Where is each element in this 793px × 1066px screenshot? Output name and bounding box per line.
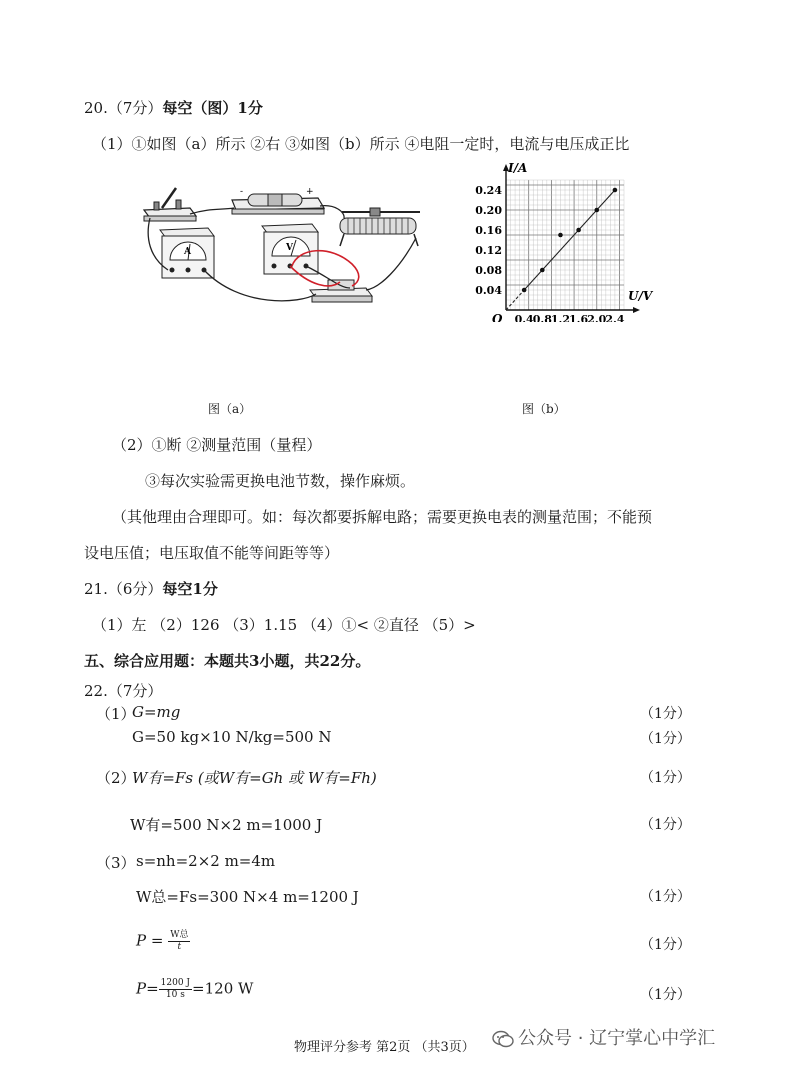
y-tick-label: 0.12 [475,244,502,257]
power-denominator: t [177,942,182,952]
data-point [558,233,563,238]
q22-part3-label: （3） [96,854,136,872]
data-point [522,288,527,293]
resistor [310,280,372,302]
score-6: （1分） [640,937,691,953]
q22-part1-calc: G=50 kg×10 N/kg=500 N [132,728,332,746]
data-point [576,228,581,233]
watermark [492,1024,715,1050]
x-tick-label: 1.2 [550,313,571,322]
q20-note-line1: （其他理由合理即可。如：每次都要拆解电路；需要更换电表的测量范围；不能预 [112,508,653,526]
power-fraction [168,930,190,953]
q22-part1-formula: G=mg [132,703,181,721]
q20-part2: （2）①断 ②测量范围（量程） [112,436,322,454]
q21-heading [84,578,218,599]
switch [144,188,196,221]
voltmeter-label: V [286,243,293,253]
q22-part1-label: （1） [96,705,136,723]
power-lhs: P = [136,931,164,950]
q22-part3-power-formula [136,930,190,953]
q20-part2-reason: ③每次实验需更换电池节数，操作麻烦。 [145,472,416,490]
score-2: （1分） [640,731,691,747]
ammeter [160,228,214,278]
ammeter-label: A [184,247,191,257]
x-axis-arrow [633,307,640,313]
power-numerator: W总 [170,930,189,940]
score-4: （1分） [640,817,691,833]
watermark-text: 公众号 · 辽宁掌心中学汇 [518,1028,716,1049]
origin-label: O [492,312,503,322]
x-tick-label: 1.6 [569,313,589,322]
x-tick-label: 0.4 [514,313,534,322]
power-calc-result: =120 W [192,979,254,998]
power-calc-denominator: 10 s [165,990,185,1000]
svg-text:-: - [240,187,244,197]
wechat-icon [492,1030,514,1048]
score-7: （1分） [640,987,691,1003]
y-axis-label: I/A [508,161,528,175]
q21-number: 21.（6分） [84,580,163,598]
q22-part3-power-calc [136,978,253,1001]
q20-heading [84,97,263,118]
figure-b-graph [462,160,672,322]
data-point [594,208,599,213]
rheostat [340,208,420,246]
y-tick-label: 0.20 [475,204,502,217]
q20-part1: （1）①如图（a）所示 ②右 ③如图（b）所示 ④电阻一定时，电流与电压成正比 [92,135,630,153]
x-tick-label: 0.8 [532,313,552,322]
power-calc-fraction [159,978,192,1001]
q22-heading: 22.（7分） [84,682,163,700]
q20-number: 20.（7分） [84,99,163,117]
battery [232,187,324,214]
q22-part2-label: （2） [96,769,136,787]
q22-part3-distance: s=nh=2×2 m=4m [136,852,276,870]
y-tick-label: 0.08 [475,264,502,277]
q21-answers: （1）左 （2）126 （3）1.15 （4）①< ②直径 （5）> [92,616,476,634]
y-tick-label: 0.04 [475,284,502,297]
q22-part3-total-work: W总=Fs=300 N×4 m=1200 J [136,888,359,906]
page-footer: 物理评分参考 第2页 （共3页） [294,1040,475,1055]
y-tick-label: 0.16 [475,224,502,237]
power-calc-lhs: P= [136,979,159,998]
x-tick-label: 2.0 [587,313,607,322]
q20-scoring: 每空（图）1分 [162,99,263,117]
q22-part2-formula: W有=Fs (或W有=Gh 或 W有=Fh) [132,769,377,787]
q20-note-line2: 设电压值；电压取值不能等间距等等） [84,544,340,562]
q21-scoring: 每空1分 [162,580,218,598]
figure-a-caption: 图（a） [208,402,252,416]
data-point [540,268,545,273]
section-5-heading: 五、综合应用题：本题共3小题，共22分。 [84,652,371,670]
x-tick-label: 2.4 [605,313,625,322]
svg-text:+: + [306,187,314,197]
data-point [613,188,618,193]
score-3: （1分） [640,770,691,786]
score-1: （1分） [640,706,691,722]
q22-part2-calc: W有=500 N×2 m=1000 J [130,816,323,834]
x-axis-label: U/V [628,289,653,303]
figure-b-caption: 图（b） [522,402,566,416]
power-calc-numerator: 1200 J [160,978,191,988]
score-5: （1分） [640,889,691,905]
figure-a-circuit [130,178,435,310]
y-tick-label: 0.24 [475,184,502,197]
